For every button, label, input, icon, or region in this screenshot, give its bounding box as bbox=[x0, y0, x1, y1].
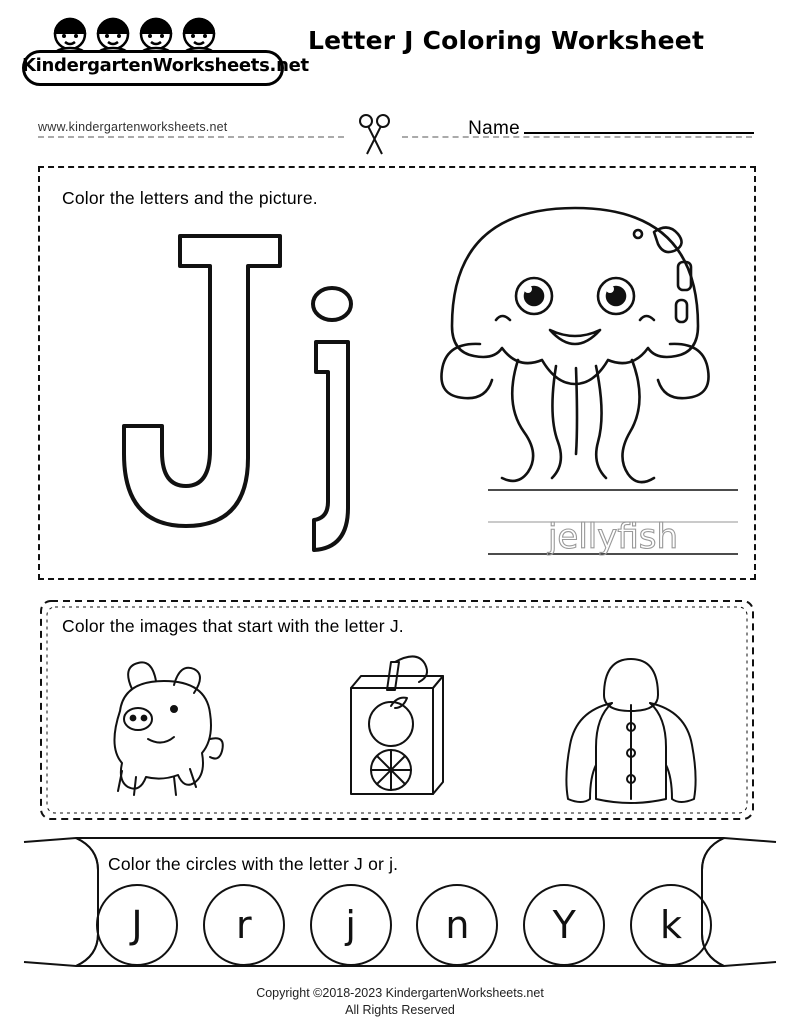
name-label: Name bbox=[468, 118, 520, 139]
tracing-lines bbox=[488, 486, 738, 562]
jellyfish-illustration bbox=[410, 188, 740, 488]
letter-circle[interactable]: k bbox=[630, 884, 712, 966]
scissors-icon bbox=[352, 112, 398, 158]
section-color-letters bbox=[38, 166, 756, 580]
site-logo[interactable] bbox=[22, 14, 309, 134]
letter-circle[interactable]: J bbox=[96, 884, 178, 966]
big-letters-outline bbox=[70, 208, 400, 558]
logo-wordmark: KindergartenWorksheets.net bbox=[22, 55, 309, 76]
site-url[interactable]: www.kindergartenworksheets.net bbox=[38, 120, 228, 134]
page-header bbox=[0, 0, 800, 150]
letter-circle[interactable]: j bbox=[310, 884, 392, 966]
page-title: Letter J Coloring Worksheet bbox=[308, 26, 705, 55]
section-color-circles bbox=[16, 832, 784, 972]
page-footer bbox=[0, 985, 800, 1019]
jacket-illustration bbox=[546, 643, 716, 813]
cut-line-left bbox=[38, 136, 344, 138]
rights-text: All Rights Reserved bbox=[345, 1002, 455, 1017]
section-color-images bbox=[38, 598, 756, 822]
juice-box-illustration bbox=[317, 648, 467, 808]
traced-word: jellyfish bbox=[547, 517, 679, 557]
section2-instruction: Color the images that start with the letter J. bbox=[62, 616, 404, 636]
name-blank[interactable] bbox=[524, 132, 754, 134]
letter-circle[interactable]: r bbox=[203, 884, 285, 966]
letter-circle[interactable]: Y bbox=[523, 884, 605, 966]
letter-circle-row bbox=[96, 884, 712, 966]
pig-illustration bbox=[78, 653, 238, 803]
section3-instruction: Color the circles with the letter J or j. bbox=[108, 854, 399, 874]
letter-circle[interactable]: n bbox=[416, 884, 498, 966]
cut-line-right bbox=[402, 136, 752, 138]
copyright-text: Copyright ©2018-2023 KindergartenWorksheets.net bbox=[256, 986, 544, 1000]
section1-instruction: Color the letters and the picture. bbox=[62, 188, 318, 208]
